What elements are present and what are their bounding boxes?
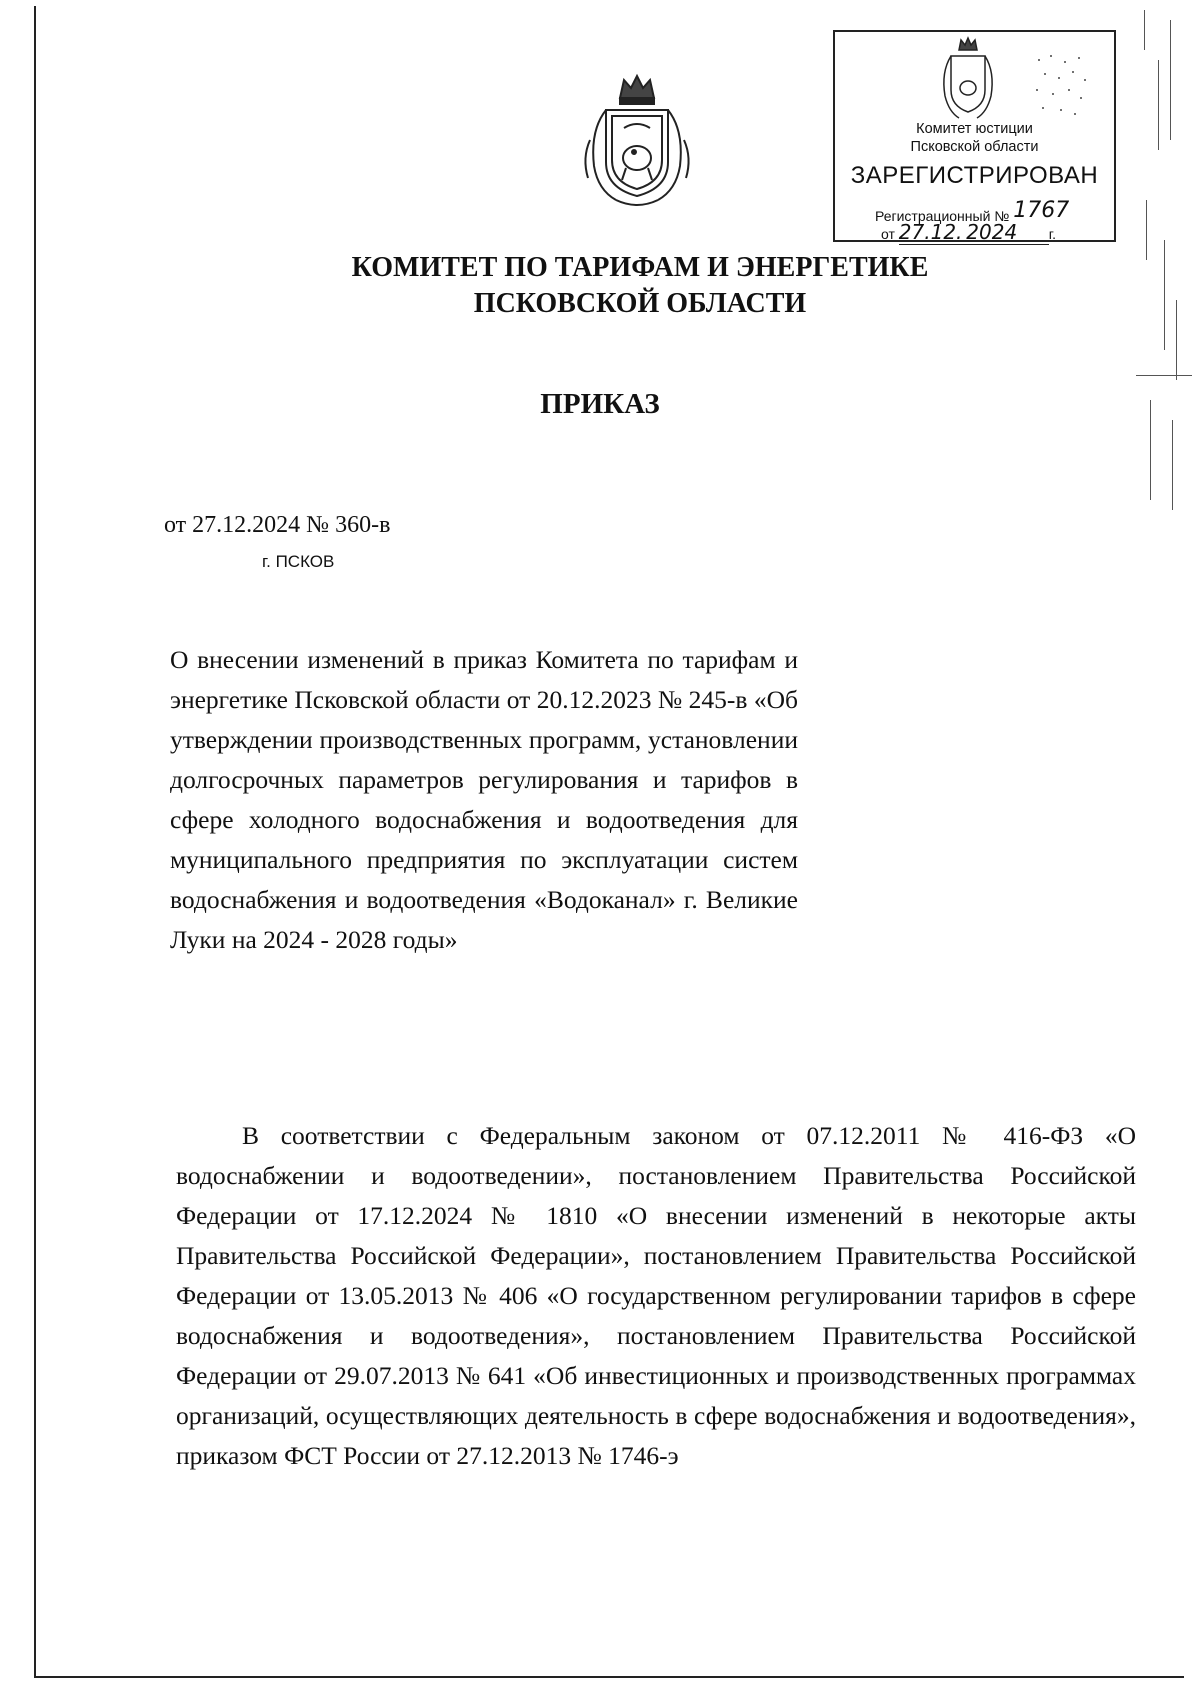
stamp-date-line xyxy=(899,220,1049,245)
organization-title xyxy=(340,250,940,322)
document-city: г. ПСКОВ xyxy=(262,552,335,571)
document-date-number: от 27.12.2024 № 360-в xyxy=(164,512,391,538)
org-title-line2: ПСКОВСКОЙ ОБЛАСТИ xyxy=(473,288,807,319)
stamp-dot-pattern xyxy=(1031,50,1091,122)
page-border-left xyxy=(34,6,36,1678)
stamp-reg-label: Регистрационный № xyxy=(875,208,1010,224)
stamp-year-value: 2024 xyxy=(966,220,1018,244)
stamp-date-prefix: от xyxy=(881,226,895,242)
stamp-date-value: 27.12. xyxy=(898,220,963,244)
stamp-org-line2: Псковской области xyxy=(910,139,1039,155)
stamp-date xyxy=(881,220,1056,245)
stamp-org-line1: Комитет юстиции xyxy=(916,121,1033,137)
page-border-bottom xyxy=(34,1676,1184,1678)
stamp-reg-number: 1767 xyxy=(1013,198,1070,223)
registration-stamp xyxy=(833,30,1116,242)
stamp-organization xyxy=(835,120,1114,156)
org-title-line1: КОМИТЕТ ПО ТАРИФАМ И ЭНЕРГЕТИКЕ xyxy=(351,252,929,283)
scan-marks xyxy=(1136,0,1196,540)
document-subject: О внесении изменений в приказ Комитета по тарифам и энергетике Псковской области от 20.12.2023 № 245-в «Об утверждении производственных программ, установлении долгосрочных параметров регулирования и тарифов в сфере холодного водоснабжения и водоотведения для муниципального предприятия по эксплуатации систем водоснабжения и водоотведения «Водоканал» г. Великие Луки на 2024 - 2028 годы» xyxy=(170,645,798,954)
document-type: ПРИКАЗ xyxy=(540,388,660,420)
document-body-paragraph: В соответствии с Федеральным законом от 07.12.2011 № 416-ФЗ «О водоснабжении и водоотведении», постановлением Правительства Российской Федерации от 17.12.2024 № 1810 «О внесении изменений в некоторые акты Правительства Российской Федерации», постановлением Правительства Российской Федерации от 13.05.2013 № 406 «О государственном регулировании тарифов в сфере водоснабжения и водоотведения», постановлением Правительства Российской Федерации от 29.07.2013 № 641 «Об инвестиционных и производственных программах организаций, осуществляющих деятельность в сфере водоснабжения и водоотведения», приказом ФСТ России от 27.12.2013 № 1746-э xyxy=(176,1121,1136,1470)
stamp-coat-of-arms-icon xyxy=(939,36,997,124)
stamp-status: ЗАРЕГИСТРИРОВАН xyxy=(850,162,1099,189)
stamp-year-suffix: г. xyxy=(1048,226,1057,242)
coat-of-arms-emblem xyxy=(576,70,698,212)
